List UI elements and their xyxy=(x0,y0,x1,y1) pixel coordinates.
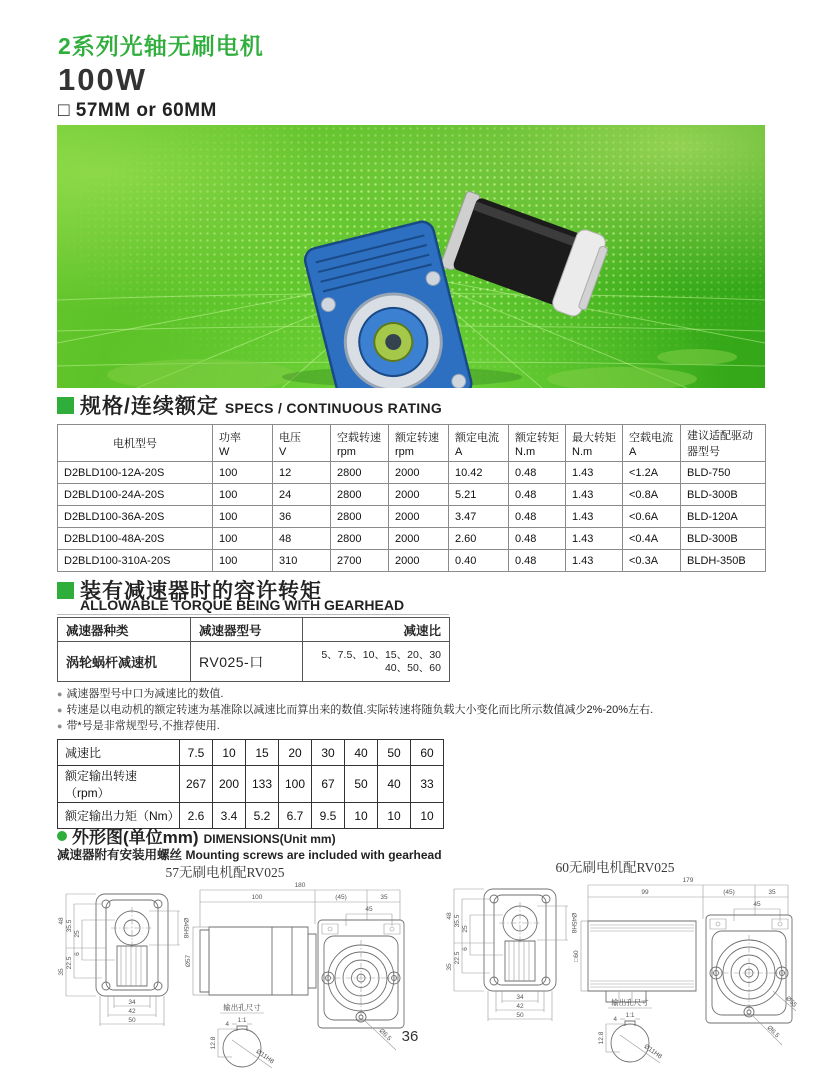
col-rated-current: 额定电流 A xyxy=(449,425,509,462)
cell: 100 xyxy=(279,766,312,803)
col-model: 电机型号 xyxy=(58,425,213,462)
front-view xyxy=(446,889,577,1021)
power-rating: 100W xyxy=(58,62,147,97)
col-gear-model: 减速器型号 xyxy=(191,618,303,642)
svg-text:1:1: 1:1 xyxy=(625,1012,635,1019)
cell: 48 xyxy=(273,528,331,550)
svg-text:Ø45H8: Ø45H8 xyxy=(182,917,189,939)
drawing60-caption: 60无刷电机配RV025 xyxy=(555,860,675,875)
spec-row xyxy=(58,462,766,484)
cell: 1.43 xyxy=(566,550,623,572)
cell: 10.42 xyxy=(449,462,509,484)
note-item: ● 带*号是非常规型号,不推荐使用. xyxy=(57,720,220,732)
spec-row xyxy=(58,506,766,528)
cell: 310 xyxy=(273,550,331,572)
specs-table xyxy=(57,424,766,572)
cell: <0.8A xyxy=(623,484,681,506)
cell: 2.60 xyxy=(449,528,509,550)
cell: 2000 xyxy=(389,550,449,572)
cell: <0.3A xyxy=(623,550,681,572)
col-voltage: 电压 V xyxy=(273,425,331,462)
svg-text:25: 25 xyxy=(74,930,81,938)
cell: 67 xyxy=(312,766,345,803)
svg-text:34: 34 xyxy=(516,994,524,1001)
product-photo xyxy=(57,125,765,388)
cell: 30 xyxy=(312,740,345,766)
cell: 3.4 xyxy=(213,803,246,829)
spec-row xyxy=(58,550,766,572)
svg-text:45: 45 xyxy=(365,906,373,913)
dimensions-title-cn: 外形图(单位mm) xyxy=(72,828,199,847)
cell: 5、7.5、10、15、20、30 40、50、60 xyxy=(303,642,450,682)
green-square-icon xyxy=(57,582,74,599)
svg-text:Ø57: Ø57 xyxy=(185,954,192,968)
cell: 9.5 xyxy=(312,803,345,829)
col-rated-speed: 额定转速 rpm xyxy=(389,425,449,462)
svg-text:25: 25 xyxy=(462,925,469,933)
cell: 267 xyxy=(180,766,213,803)
svg-text:35.5: 35.5 xyxy=(454,914,461,928)
svg-text:48: 48 xyxy=(58,917,65,925)
specs-section-title xyxy=(57,390,442,420)
cell: 0.40 xyxy=(449,550,509,572)
svg-text:1:1: 1:1 xyxy=(237,1017,247,1024)
svg-text:Ø6.5: Ø6.5 xyxy=(765,1024,781,1040)
cell: 60 xyxy=(411,740,444,766)
page-number: 36 xyxy=(401,1028,419,1045)
cell: 100 xyxy=(213,506,273,528)
gearhead-title-en: ALLOWABLE TORQUE BEING WITH GEARHEAD xyxy=(80,597,405,613)
cell: 2800 xyxy=(331,506,389,528)
divider xyxy=(57,614,449,615)
cell: 3.47 xyxy=(449,506,509,528)
frame-size: □ 57MM or 60MM xyxy=(58,100,217,121)
cell: 10 xyxy=(345,803,378,829)
cell: <1.2A xyxy=(623,462,681,484)
cell: 1.43 xyxy=(566,484,623,506)
svg-text:35: 35 xyxy=(380,894,388,901)
cell: 10 xyxy=(411,803,444,829)
svg-text:输出孔尺寸: 输出孔尺寸 xyxy=(223,1003,261,1012)
motor-illustration xyxy=(303,187,612,388)
cell: 2700 xyxy=(331,550,389,572)
cell: 2000 xyxy=(389,484,449,506)
mounting-note: 减速器附有安装用螺丝 Mounting screws are included with gearhead xyxy=(57,848,442,862)
cell: 0.48 xyxy=(509,462,566,484)
cell: 50 xyxy=(378,740,411,766)
notes-list xyxy=(57,686,653,734)
cell: D2BLD100-36A-20S xyxy=(58,506,213,528)
cell: 额定输出力矩（Nm） xyxy=(58,803,180,829)
svg-text:Ø11H8: Ø11H8 xyxy=(254,1048,276,1066)
svg-text:42: 42 xyxy=(128,1008,136,1015)
page-header xyxy=(58,28,264,122)
svg-text:50: 50 xyxy=(516,1012,524,1019)
cell: 100 xyxy=(213,550,273,572)
cell: 5.21 xyxy=(449,484,509,506)
cell: BLD-300B xyxy=(681,528,766,550)
cell: BLD-750 xyxy=(681,462,766,484)
svg-text:99: 99 xyxy=(641,889,649,896)
svg-text:输出孔尺寸: 输出孔尺寸 xyxy=(611,998,649,1007)
cell: BLD-300B xyxy=(681,484,766,506)
cell: 减速比 xyxy=(58,740,180,766)
spec-row xyxy=(58,528,766,550)
col-driver: 建议适配驱动器型号 xyxy=(681,425,766,462)
specs-header-row xyxy=(58,425,766,462)
svg-text:(45): (45) xyxy=(335,894,347,901)
cell: 0.48 xyxy=(509,550,566,572)
cell: 额定输出转速（rpm） xyxy=(58,766,180,803)
svg-text:42: 42 xyxy=(516,1003,524,1010)
green-square-icon xyxy=(57,397,74,414)
note-item: ● 减速器型号中口为减速比的数值. xyxy=(57,688,224,700)
svg-text:12.8: 12.8 xyxy=(210,1036,217,1050)
cell: 10 xyxy=(378,803,411,829)
col-max-torque: 最大转矩 N.m xyxy=(566,425,623,462)
svg-text:4: 4 xyxy=(613,1016,617,1023)
drawing57-caption: 57无刷电机配RV025 xyxy=(165,865,285,880)
cell: 36 xyxy=(273,506,331,528)
svg-text:180: 180 xyxy=(294,882,306,889)
col-rated-torque: 额定转矩 N.m xyxy=(509,425,566,462)
gearhead-row xyxy=(58,642,450,682)
note-item: ● 转速是以电动机的额定转速为基准除以减速比而算出来的数值.实际转速将随负载大小变化而比所示数值减少2%-20%左右. xyxy=(57,704,654,716)
svg-text:(45): (45) xyxy=(723,889,735,896)
cell: D2BLD100-48A-20S xyxy=(58,528,213,550)
cell: 24 xyxy=(273,484,331,506)
cell: 1.43 xyxy=(566,528,623,550)
svg-text:34: 34 xyxy=(128,999,136,1006)
cell: 2000 xyxy=(389,506,449,528)
gearhead-table xyxy=(57,617,450,682)
cell: D2BLD100-310A-20S xyxy=(58,550,213,572)
cell: 200 xyxy=(213,766,246,803)
svg-text:22.5: 22.5 xyxy=(66,956,73,970)
dimensions-title-en: DIMENSIONS(Unit mm) xyxy=(203,832,336,846)
cell: 33 xyxy=(411,766,444,803)
svg-text:35: 35 xyxy=(58,968,65,976)
cell: 20 xyxy=(279,740,312,766)
side-view xyxy=(573,877,798,1045)
col-gear-ratio: 减速比 xyxy=(303,618,450,642)
cell: 6.7 xyxy=(279,803,312,829)
svg-text:12.8: 12.8 xyxy=(598,1031,605,1045)
cell: <0.6A xyxy=(623,506,681,528)
col-power: 功率 W xyxy=(213,425,273,462)
cell: <0.4A xyxy=(623,528,681,550)
specs-title-en: SPECS / CONTINUOUS RATING xyxy=(224,400,443,416)
bullet-icon: ● xyxy=(57,689,63,699)
cell: BLD-120A xyxy=(681,506,766,528)
svg-text:35: 35 xyxy=(768,889,776,896)
svg-text:4: 4 xyxy=(225,1021,229,1028)
cell: 1.43 xyxy=(566,462,623,484)
cell: 40 xyxy=(345,740,378,766)
cell: 1.43 xyxy=(566,506,623,528)
cell: 5.2 xyxy=(246,803,279,829)
cell: 40 xyxy=(378,766,411,803)
svg-text:35: 35 xyxy=(446,963,453,971)
svg-text:100: 100 xyxy=(251,894,263,901)
cell: 10 xyxy=(213,740,246,766)
ratio-row xyxy=(58,740,444,766)
svg-text:50: 50 xyxy=(128,1017,136,1024)
svg-text:6: 6 xyxy=(74,952,81,956)
cell: 2.6 xyxy=(180,803,213,829)
col-noload-speed: 空载转速 rpm xyxy=(331,425,389,462)
front-view xyxy=(58,894,189,1026)
col-gear-type: 减速器种类 xyxy=(58,618,191,642)
cell: 2800 xyxy=(331,484,389,506)
cell: 100 xyxy=(213,528,273,550)
speed-row xyxy=(58,766,444,803)
cell: 15 xyxy=(246,740,279,766)
ratio-table xyxy=(57,739,444,829)
svg-text:6: 6 xyxy=(462,947,469,951)
cell: 7.5 xyxy=(180,740,213,766)
cell: RV025-口 xyxy=(191,642,303,682)
spec-row xyxy=(58,484,766,506)
side-view xyxy=(185,882,404,1050)
svg-text:45: 45 xyxy=(753,901,761,908)
cell: 133 xyxy=(246,766,279,803)
svg-text:Ø11H8: Ø11H8 xyxy=(642,1043,664,1061)
cell: D2BLD100-24A-20S xyxy=(58,484,213,506)
cell: 2000 xyxy=(389,462,449,484)
col-noload-current: 空载电流 A xyxy=(623,425,681,462)
cell: 2800 xyxy=(331,462,389,484)
svg-text:35.5: 35.5 xyxy=(66,919,73,933)
svg-text:□60: □60 xyxy=(573,950,580,962)
cell: 0.48 xyxy=(509,484,566,506)
svg-text:179: 179 xyxy=(682,877,694,884)
cell: 0.48 xyxy=(509,506,566,528)
series-title: 2系列光轴无刷电机 xyxy=(58,33,264,59)
bullet-icon: ● xyxy=(57,721,63,731)
cell: D2BLD100-12A-20S xyxy=(58,462,213,484)
cell: 涡轮蜗杆减速机 xyxy=(58,642,191,682)
cell: 2000 xyxy=(389,528,449,550)
gearhead-header-row xyxy=(58,618,450,642)
cell: 12 xyxy=(273,462,331,484)
cell: 100 xyxy=(213,462,273,484)
cell: 0.48 xyxy=(509,528,566,550)
cell: 50 xyxy=(345,766,378,803)
gearhead-title-cn: 装有减速器时的容许转矩 xyxy=(80,580,322,603)
cell: 100 xyxy=(213,484,273,506)
svg-text:Ø55: Ø55 xyxy=(784,995,798,1009)
green-dot-icon xyxy=(57,831,67,841)
svg-text:Ø6.5: Ø6.5 xyxy=(377,1027,393,1043)
cell: 2800 xyxy=(331,528,389,550)
cell: BLDH-350B xyxy=(681,550,766,572)
svg-text:48: 48 xyxy=(446,912,453,920)
specs-title-cn: 规格/连续额定 xyxy=(80,395,219,418)
motor-body xyxy=(439,187,611,320)
svg-text:Ø45H8: Ø45H8 xyxy=(570,912,577,934)
bullet-icon: ● xyxy=(57,705,63,715)
svg-text:22.5: 22.5 xyxy=(454,951,461,965)
product-banner xyxy=(57,125,765,388)
